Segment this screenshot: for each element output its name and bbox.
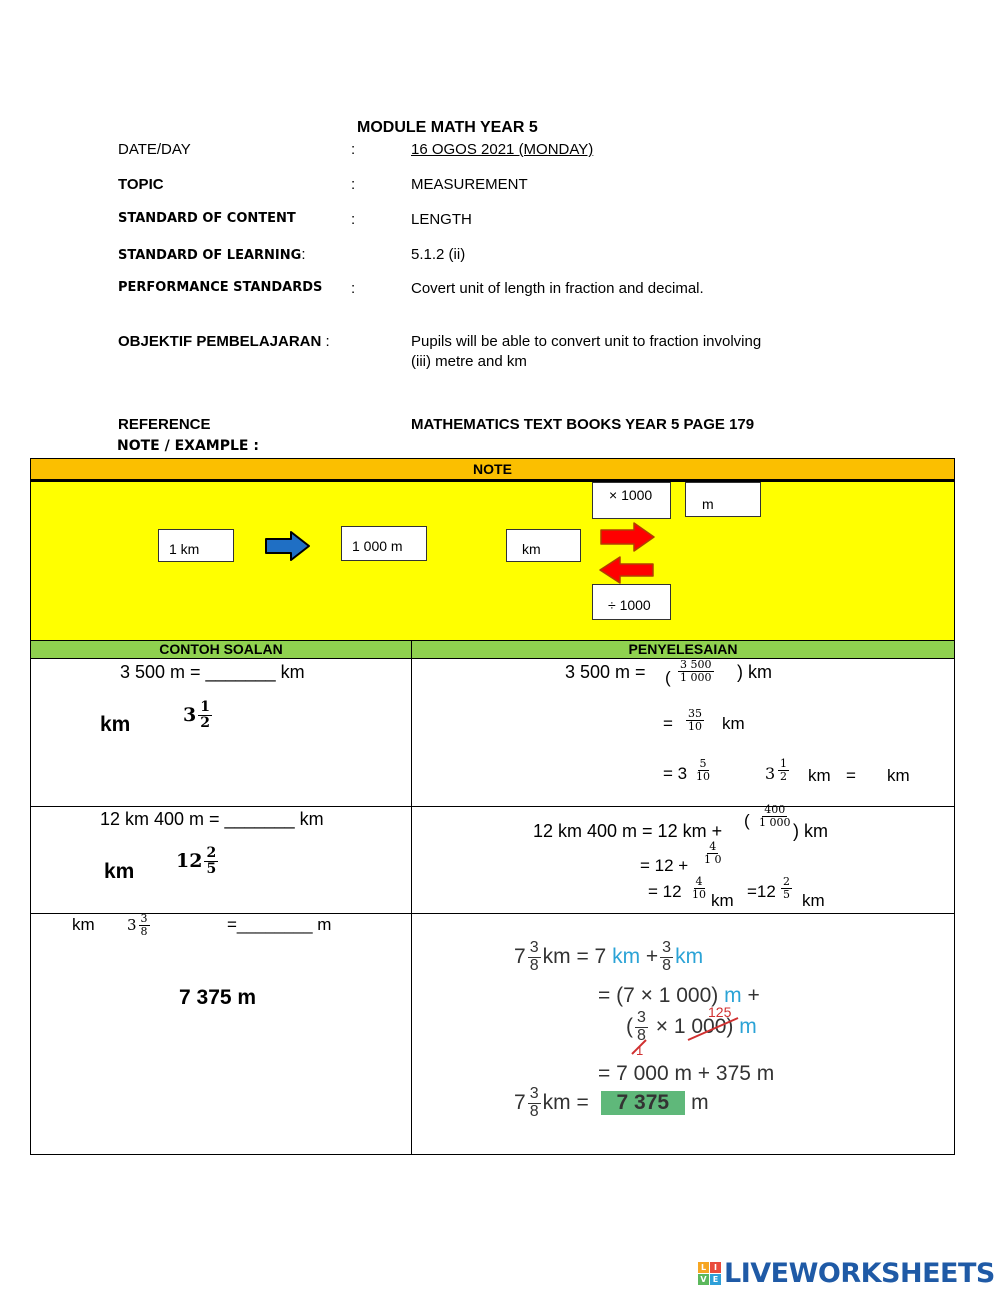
q2-whole: 12 <box>176 850 203 873</box>
s3-l1-km2: km <box>675 945 704 969</box>
performance-value: Covert unit of length in fraction and decimal. <box>411 280 704 297</box>
q1-fraction <box>198 700 212 730</box>
reference-label: REFERENCE <box>118 416 211 433</box>
module-title: MODULE MATH YEAR 5 <box>357 119 538 136</box>
s1-num3: 5 <box>699 757 707 770</box>
q2-fraction <box>204 846 218 876</box>
s1-frac2 <box>684 708 706 732</box>
q3-answer: 7 375 m <box>179 986 257 1009</box>
s1-lhs: 3 500 m = <box>565 662 646 682</box>
box-1000m-label: 1 000 m <box>352 538 403 554</box>
s1-num1: 3 500 <box>680 658 712 671</box>
brand-text: LIVEWORKSHEETS <box>724 1258 995 1289</box>
box-km <box>506 529 581 562</box>
s2-den4: 5 <box>783 887 790 901</box>
s3-l1-plus: + <box>645 945 659 969</box>
s1-eq2: = <box>663 714 673 733</box>
s3-l1-frac2 <box>660 940 673 975</box>
s1-num4: 1 <box>780 757 787 770</box>
s1-den3: 10 <box>696 769 710 783</box>
s3-l3-den: 8 <box>637 1026 646 1044</box>
learning-colon: : <box>301 246 306 263</box>
q3-fraction <box>139 913 150 937</box>
box-multiply <box>592 482 671 519</box>
logo-block-v: V <box>698 1274 709 1285</box>
q3-num: 3 <box>140 912 148 925</box>
q3-tail: =________ m <box>227 915 332 934</box>
s3-l1-unit: km <box>542 945 571 969</box>
header-penyelesaian <box>411 640 955 659</box>
arrow-right-red-icon <box>598 521 658 553</box>
penyelesaian-label: PENYELESAIAN <box>628 641 738 657</box>
s1-den4: 2 <box>780 769 787 783</box>
box-m-label: m <box>702 496 714 512</box>
divide-label: ÷ 1000 <box>608 597 651 613</box>
s3-line5 <box>514 1086 709 1121</box>
s2-end3: km <box>802 891 825 910</box>
s2-mid3: =12 <box>747 882 776 901</box>
q2-den: 5 <box>206 860 217 877</box>
s3-l5-frac <box>528 1086 541 1121</box>
s2-num4: 2 <box>783 875 790 888</box>
date-label: DATE/DAY <box>118 141 191 158</box>
box-m <box>685 482 761 517</box>
q1-whole: 3 <box>183 704 197 727</box>
objective-line-2: (iii) metre and km <box>411 353 527 370</box>
s2-frac3 <box>688 876 710 900</box>
q3-den: 8 <box>140 924 148 938</box>
s2-num1: 400 <box>764 803 786 816</box>
s2-den1: 1 000 <box>759 815 791 829</box>
s1-rhs: ) km <box>737 662 772 682</box>
q1-answer <box>183 700 214 730</box>
s3-l3-m: m <box>739 1015 757 1039</box>
q1-den: 2 <box>200 714 210 731</box>
date-value: 16 OGOS 2021 (MONDAY) <box>411 141 594 158</box>
box-1000m <box>341 526 427 561</box>
q1-question: 3 500 m = _______ km <box>120 662 305 682</box>
objective-line-1: Pupils will be able to convert unit to fraction involving <box>411 333 762 350</box>
s2-lhs: 12 km 400 m = 12 km + <box>533 821 723 841</box>
s3-l3-note: 125 <box>708 1004 732 1020</box>
s2-rhs: ) km <box>793 821 828 841</box>
box-1km-label: 1 km <box>169 541 200 557</box>
cell-q3 <box>30 913 412 1155</box>
s1-frac3 <box>692 758 714 782</box>
contoh-soalan-label: CONTOH SOALAN <box>159 641 283 657</box>
s3-l3-times: × 1 000) <box>655 1015 734 1039</box>
s1-unit3: km <box>808 766 831 785</box>
s3-l1-frac <box>528 940 541 975</box>
s1-eq3: = 3 <box>663 764 688 783</box>
q3-whole: 3 <box>127 916 137 935</box>
topic-colon: : <box>351 176 356 193</box>
liveworksheets-logo[interactable] <box>698 1258 995 1289</box>
s1-whole3: 3 <box>765 764 776 783</box>
s2-eq3: = 12 <box>648 882 682 901</box>
s3-l3-open: ( <box>626 1015 633 1039</box>
performance-label: PERFORMANCE STANDARDS <box>118 280 323 295</box>
learning-label-wrap <box>118 246 305 264</box>
learning-label: STANDARD OF LEARNING <box>118 248 302 263</box>
arrow-left-red-icon <box>596 555 656 585</box>
s3-l2-plus: + <box>747 984 760 1007</box>
content-colon: : <box>351 211 356 228</box>
objective-label: OBJEKTIF PEMBELAJARAN <box>118 333 322 350</box>
s3-l5-num: 3 <box>529 1085 539 1102</box>
s1-frac1 <box>676 659 716 683</box>
q3-mixed <box>127 913 152 937</box>
s3-line2 <box>598 984 760 1008</box>
note-title: NOTE <box>473 461 512 477</box>
performance-colon: : <box>351 280 356 297</box>
s3-l1-eq: = 7 <box>576 945 607 969</box>
s2-eq2: = 12 + <box>640 856 689 875</box>
cancel-strokes-icon <box>628 1014 758 1062</box>
s3-l3-one: 1 <box>636 1043 644 1058</box>
s3-l1-whole: 7 <box>514 945 526 969</box>
s2-paren: ( <box>744 811 750 830</box>
s3-l5-eq: = <box>576 1091 589 1115</box>
q1-unit: km <box>100 713 131 736</box>
s1-frac4 <box>776 758 791 782</box>
logo-blocks-icon <box>698 1262 721 1285</box>
s3-l5-unit: km <box>542 1091 571 1115</box>
s1-unit2: km <box>722 714 745 733</box>
objective-colon: : <box>325 333 330 350</box>
s3-l1-num: 3 <box>529 939 539 956</box>
s3-l5-m: m <box>691 1091 709 1115</box>
s1-eq3b: = <box>846 766 856 785</box>
q2-answer <box>176 846 220 876</box>
s1-num2: 35 <box>688 707 702 720</box>
date-colon: : <box>351 141 356 158</box>
s3-l1-d2: 8 <box>662 956 672 974</box>
s3-l3-num: 3 <box>637 1009 646 1026</box>
header-contoh <box>30 640 412 659</box>
s2-num2: 4 <box>709 840 717 853</box>
s2-unit3: km <box>711 891 734 910</box>
logo-block-i: I <box>710 1262 721 1273</box>
content-label: STANDARD OF CONTENT <box>118 211 296 226</box>
box-divide <box>592 584 671 620</box>
multiply-label: × 1000 <box>609 487 653 503</box>
arrow-right-blue-icon <box>264 530 312 562</box>
s3-line1 <box>514 940 703 975</box>
s2-den3: 10 <box>692 887 706 901</box>
q3-unit: km <box>72 915 95 934</box>
s3-l5-whole: 7 <box>514 1091 526 1115</box>
box-km-label: km <box>522 541 541 557</box>
content-value: LENGTH <box>411 211 472 228</box>
s2-frac1 <box>755 804 795 828</box>
s3-l1-den: 8 <box>529 956 539 974</box>
s3-line4: = 7 000 m + 375 m <box>598 1062 775 1085</box>
topic-label: TOPIC <box>118 176 164 193</box>
objective-label-wrap <box>118 333 330 350</box>
s3-l1-km: km <box>612 945 641 969</box>
box-1km <box>158 529 234 562</box>
s2-num3: 4 <box>695 875 703 888</box>
note-example-label: NOTE / EXAMPLE : <box>117 438 259 454</box>
q1-num: 1 <box>200 699 210 715</box>
s3-l5-answer: 7 375 <box>601 1091 686 1115</box>
s1-den2: 10 <box>688 719 702 733</box>
s1-den1: 1 000 <box>680 670 712 684</box>
topic-value: MEASUREMENT <box>411 176 528 193</box>
learning-value: 5.1.2 (ii) <box>411 246 466 263</box>
reference-value: MATHEMATICS TEXT BOOKS YEAR 5 PAGE 179 <box>411 416 755 433</box>
s1-end3: km <box>887 766 910 785</box>
s2-den2: 1 0 <box>704 852 722 866</box>
s3-l2-m: m <box>724 984 742 1007</box>
s3-l1-n2: 3 <box>662 939 672 956</box>
s1-paren: ( <box>665 668 671 687</box>
q2-num: 2 <box>206 845 217 861</box>
logo-block-e: E <box>710 1274 721 1285</box>
s3-l2: = (7 × 1 000) <box>598 984 719 1007</box>
s3-l5-den: 8 <box>529 1102 539 1120</box>
logo-block-l: L <box>698 1262 709 1273</box>
note-header <box>30 458 955 480</box>
q2-unit: km <box>104 860 135 883</box>
s2-frac2 <box>700 841 726 865</box>
s2-frac4 <box>779 876 794 900</box>
q2-question: 12 km 400 m = _______ km <box>100 809 324 829</box>
